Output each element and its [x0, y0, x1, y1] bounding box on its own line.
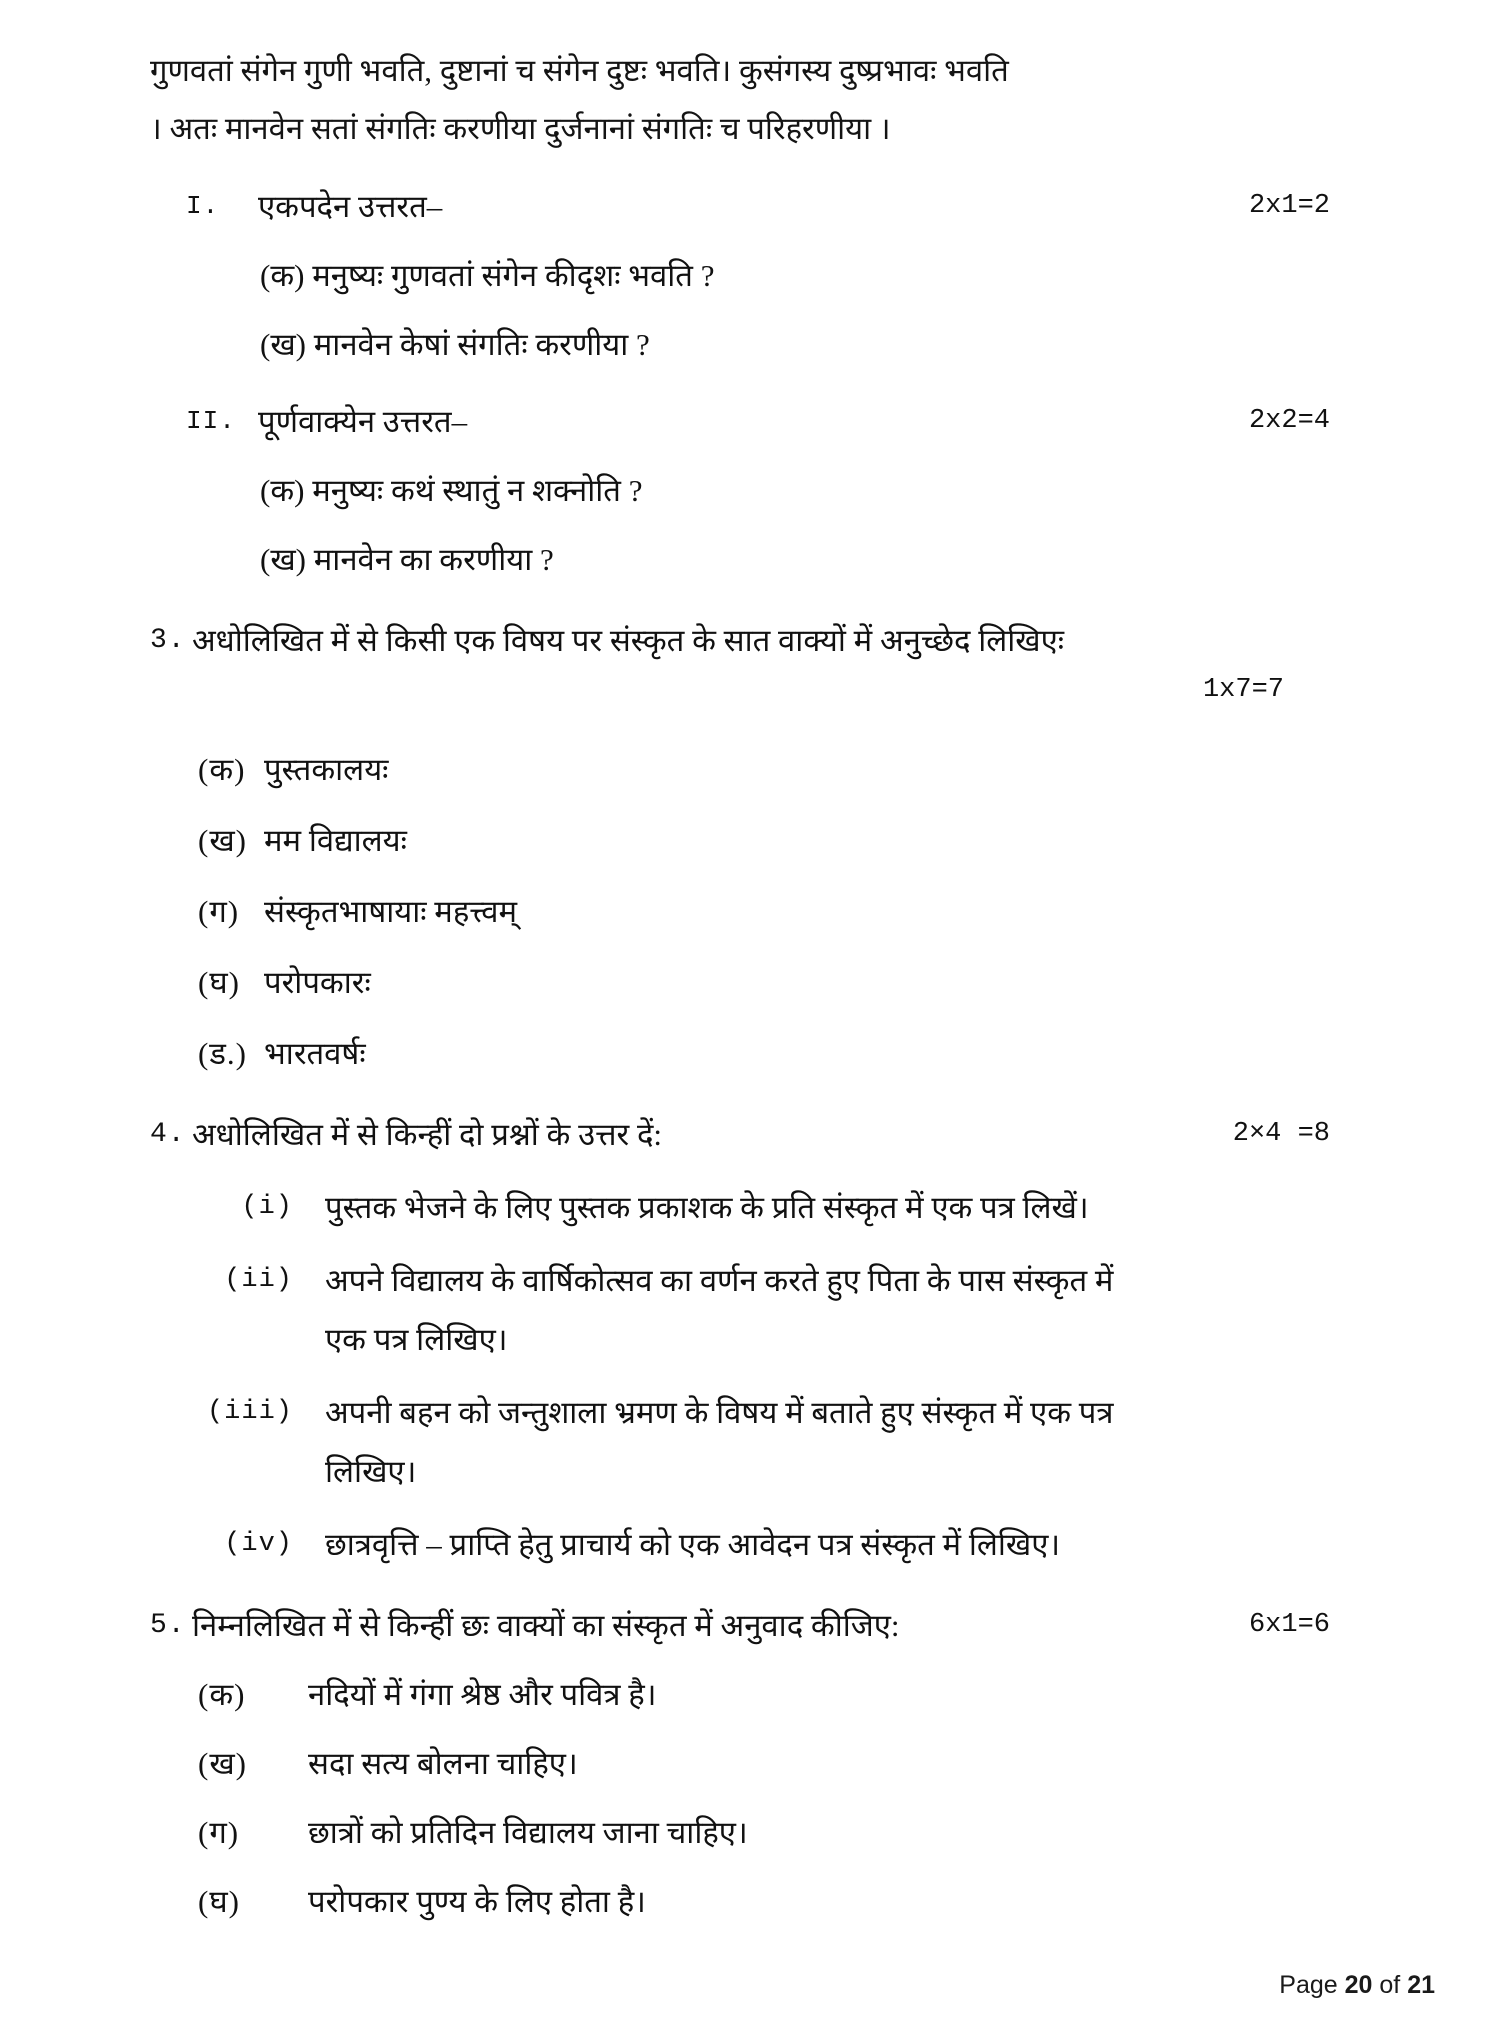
question-3 [150, 612, 1330, 669]
question-5-number: 5. [150, 1610, 186, 1641]
question-4-item-ii-text [325, 1252, 1330, 1368]
question-5-item-1-marker: (क) [198, 1677, 246, 1712]
question-3-option-4-marker: (घ) [198, 965, 240, 1000]
footer-total-pages: 21 [1407, 1971, 1435, 1999]
question-3-option-5-text: भारतवर्षः [264, 1036, 366, 1071]
page-footer [1279, 1971, 1435, 2000]
question-5-marks: 6x1=6 [1248, 1610, 1330, 1640]
section-I-item-a [150, 247, 1330, 304]
question-3-option-4 [150, 954, 1330, 1011]
question-5-item-1 [150, 1666, 1330, 1723]
question-4-item-iii-text [325, 1384, 1330, 1500]
question-4-item-iii-marker: (iii) [206, 1397, 293, 1427]
footer-middle: of [1372, 1971, 1408, 1999]
section-heading-II [150, 393, 1330, 450]
question-3-option-4-text: परोपकारः [264, 965, 371, 1000]
section-marker-II: II. [186, 406, 236, 436]
section-II-item-a-text: (क) मनुष्यः कथं स्थातुं न शक्नोति ? [260, 473, 643, 508]
question-5-item-2-text: सदा सत्य बोलना चाहिए। [308, 1746, 578, 1781]
section-marks-II: 2x2=4 [1248, 406, 1330, 436]
footer-current-page: 20 [1344, 1971, 1373, 1999]
question-3-option-2-text: मम विद्यालयः [264, 823, 407, 858]
section-II-item-b [150, 531, 1330, 588]
question-4-item-iii-line-2: लिखिए। [325, 1454, 417, 1489]
question-4-item-ii [150, 1252, 1330, 1368]
question-3-option-5-marker: (ड.) [198, 1036, 247, 1071]
question-4-marks: 2×4 =8 [1232, 1119, 1330, 1149]
question-3-option-2-marker: (ख) [198, 823, 248, 858]
question-5-item-4-text: परोपकार पुण्य के लिए होता है। [308, 1884, 646, 1919]
section-II-item-a [150, 462, 1330, 519]
section-title-I: एकपदेन उत्तरत– [258, 189, 443, 224]
question-4-item-ii-line-1: अपने विद्यालय के वार्षिकोत्सव का वर्णन करते हुए पिता के पास संस्कृत में [325, 1263, 1114, 1298]
question-3-option-1-text: पुस्तकालयः [264, 752, 389, 787]
section-II-item-b-text: (ख) मानवेन का करणीया ? [260, 542, 554, 577]
question-3-option-5 [150, 1025, 1330, 1082]
question-4-item-i-marker: (i) [241, 1192, 293, 1222]
question-4-item-iv-line-1: छात्रवृत्ति – प्राप्ति हेतु प्राचार्य को एक आवेदन पत्र संस्कृत में लिखिए। [325, 1527, 1061, 1562]
question-4 [150, 1106, 1330, 1163]
question-4-prompt: अधोलिखित में से किन्हीं दो प्रश्नों के उत्तर दें: [192, 1117, 663, 1152]
question-4-item-iv-marker: (iv) [224, 1529, 293, 1559]
question-4-item-iii-line-1: अपनी बहन को जन्तुशाला भ्रमण के विषय में बताते हुए संस्कृत में एक पत्र [325, 1395, 1114, 1430]
page-content [150, 42, 1330, 1930]
question-4-number: 4. [150, 1119, 186, 1150]
question-5-item-3 [150, 1804, 1330, 1861]
question-5-prompt: निम्नलिखित में से किन्हीं छः वाक्यों का संस्कृत में अनुवाद कीजिए: [192, 1608, 900, 1643]
question-4-item-ii-marker: (ii) [224, 1265, 293, 1295]
passage-line-2: । अतः मानवेन सतां संगतिः करणीया दुर्जनानां संगतिः च परिहरणीया । [150, 111, 891, 146]
question-3-option-3-marker: (ग) [198, 894, 240, 929]
section-I-item-b [150, 316, 1330, 373]
question-3-option-1 [150, 741, 1330, 798]
question-4-item-iii [150, 1384, 1330, 1500]
section-I-item-b-text: (ख) मानवेन केषां संगतिः करणीया ? [260, 327, 650, 362]
section-marker-I: I. [186, 191, 220, 221]
passage-paragraph [150, 42, 1330, 158]
question-5 [150, 1597, 1330, 1654]
question-3-number: 3. [150, 625, 186, 656]
question-4-item-iv-text [325, 1516, 1330, 1573]
question-4-item-iv [150, 1516, 1330, 1573]
question-5-item-2-marker: (ख) [198, 1746, 248, 1781]
section-title-II: पूर्णवाक्येन उत्तरत– [258, 404, 468, 439]
section-marks-I: 2x1=2 [1248, 191, 1330, 221]
question-3-prompt: अधोलिखित में से किसी एक विषय पर संस्कृत के सात वाक्यों में अनुच्छेद लिखिएः [192, 623, 1065, 658]
section-I-item-a-text: (क) मनुष्यः गुणवतां संगेन कीदृशः भवति ? [260, 258, 715, 293]
question-3-option-1-marker: (क) [198, 752, 246, 787]
question-4-item-i-line-1: पुस्तक भेजने के लिए पुस्तक प्रकाशक के प्रति संस्कृत में एक पत्र लिखें। [325, 1190, 1089, 1225]
section-heading-I [150, 178, 1330, 235]
question-5-item-2 [150, 1735, 1330, 1792]
question-3-option-2 [150, 812, 1330, 869]
question-4-item-i [150, 1179, 1330, 1236]
question-5-item-4 [150, 1873, 1330, 1930]
question-5-item-3-text: छात्रों को प्रतिदिन विद्यालय जाना चाहिए। [308, 1815, 748, 1850]
question-4-item-i-text [325, 1179, 1330, 1236]
question-5-item-4-marker: (घ) [198, 1884, 240, 1919]
question-4-item-ii-line-2: एक पत्र लिखिए। [325, 1322, 508, 1357]
passage-line-1: गुणवतां संगेन गुणी भवति, दुष्टानां च संगेन दुष्टः भवति। कुसंगस्य दुष्प्रभावः भवति [150, 53, 1009, 88]
question-3-option-3 [150, 883, 1330, 940]
footer-prefix: Page [1279, 1971, 1345, 1999]
question-3-option-3-text: संस्कृतभाषायाः महत्त्वम् [264, 894, 518, 929]
question-5-item-3-marker: (ग) [198, 1815, 240, 1850]
question-5-item-1-text: नदियों में गंगा श्रेष्ठ और पवित्र है। [308, 1677, 657, 1712]
question-3-marks: 1x7=7 [1202, 675, 1284, 705]
